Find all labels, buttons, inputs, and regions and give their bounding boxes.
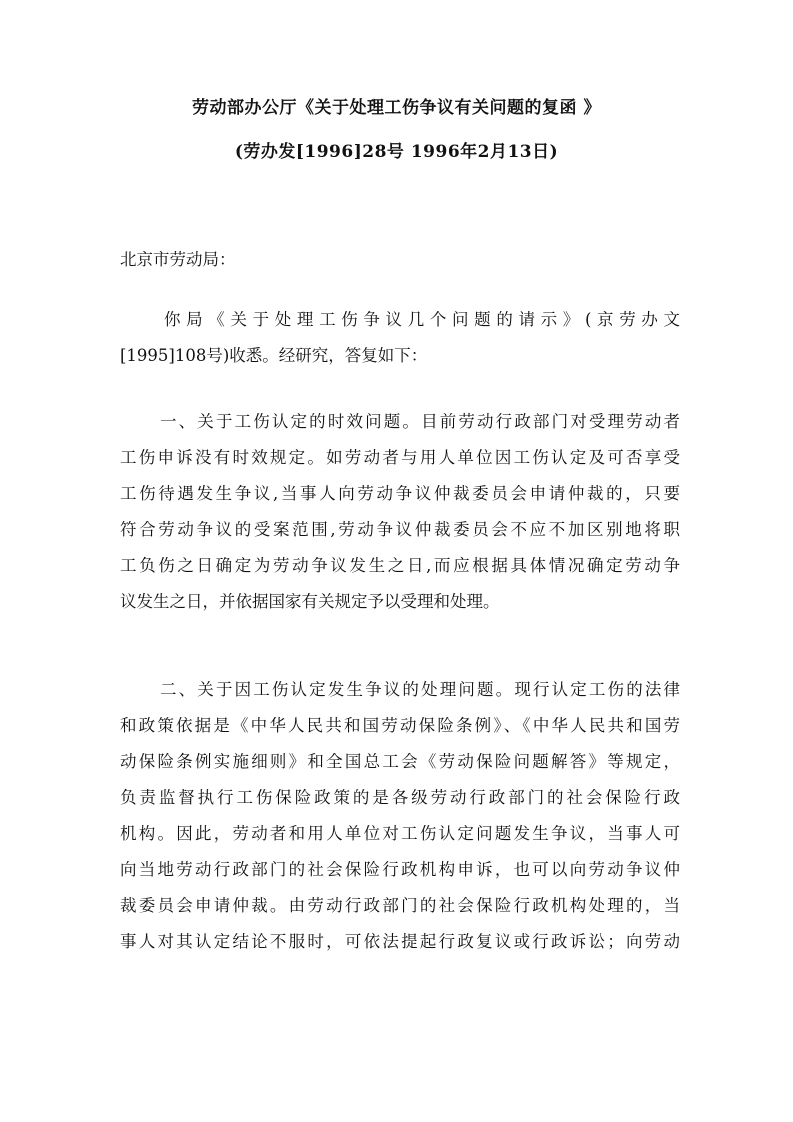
paragraph-line: 事人对其认定结论不服时，可依法提起行政复议或行政诉讼；向劳动	[120, 932, 680, 951]
paragraph-line: 一、关于工伤认定的时效问题。目前劳动行政部门对受理劳动者	[160, 412, 680, 431]
paragraph-line: 符合劳动争议的受案范围,劳动争议仲裁委员会不应不加区别地将职	[120, 520, 680, 539]
paragraph-line: 向当地劳动行政部门的社会保险行政机构申诉，也可以向劳动争议仲	[120, 860, 680, 879]
paragraph-line: 动保险条例实施细则》和全国总工会《劳动保险问题解答》等规定，	[120, 752, 680, 771]
paragraph-line: 你局《关于处理工伤争议几个问题的请示》(京劳办文	[164, 310, 680, 329]
salutation-text: 北京市劳动局：	[120, 250, 236, 269]
document-subtitle: (劳办发[1996]28号 1996年2月13日)	[234, 142, 559, 162]
paragraph-3	[120, 672, 680, 960]
paragraph-line: 工负伤之日确定为劳动争议发生之日,而应根据具体情况确定劳动争	[120, 556, 680, 575]
document-title: 劳动部办公厅《关于处理工伤争议有关问题的复函 》	[192, 98, 601, 118]
paragraph-line: 二、关于因工伤认定发生争议的处理问题。现行认定工伤的法律	[160, 680, 680, 699]
paragraph-line: 机构。因此，劳动者和用人单位对工伤认定问题发生争议，当事人可	[120, 824, 680, 843]
paragraph-line: 和政策依据是《中华人民共和国劳动保险条例》、《中华人民共和国劳	[120, 716, 680, 735]
paragraph-2	[120, 404, 680, 620]
paragraph-line: 议发生之日，并依据国家有关规定予以受理和处理。	[120, 592, 500, 611]
paragraph-line: 裁委员会申请仲裁。由劳动行政部门的社会保险行政机构处理的，当	[120, 896, 680, 915]
paragraph-line: 工伤待遇发生争议,当事人向劳动争议仲裁委员会申请仲裁的，只要	[120, 484, 680, 503]
paragraph-line: 工伤申诉没有时效规定。如劳动者与用人单位因工伤认定及可否享受	[120, 448, 680, 467]
salutation	[120, 242, 680, 278]
paragraph-line: 负责监督执行工伤保险政策的是各级劳动行政部门的社会保险行政	[120, 788, 680, 807]
paragraph-line: [1995]108号)收悉。经研究，答复如下：	[120, 346, 428, 365]
paragraph-1	[120, 302, 680, 374]
